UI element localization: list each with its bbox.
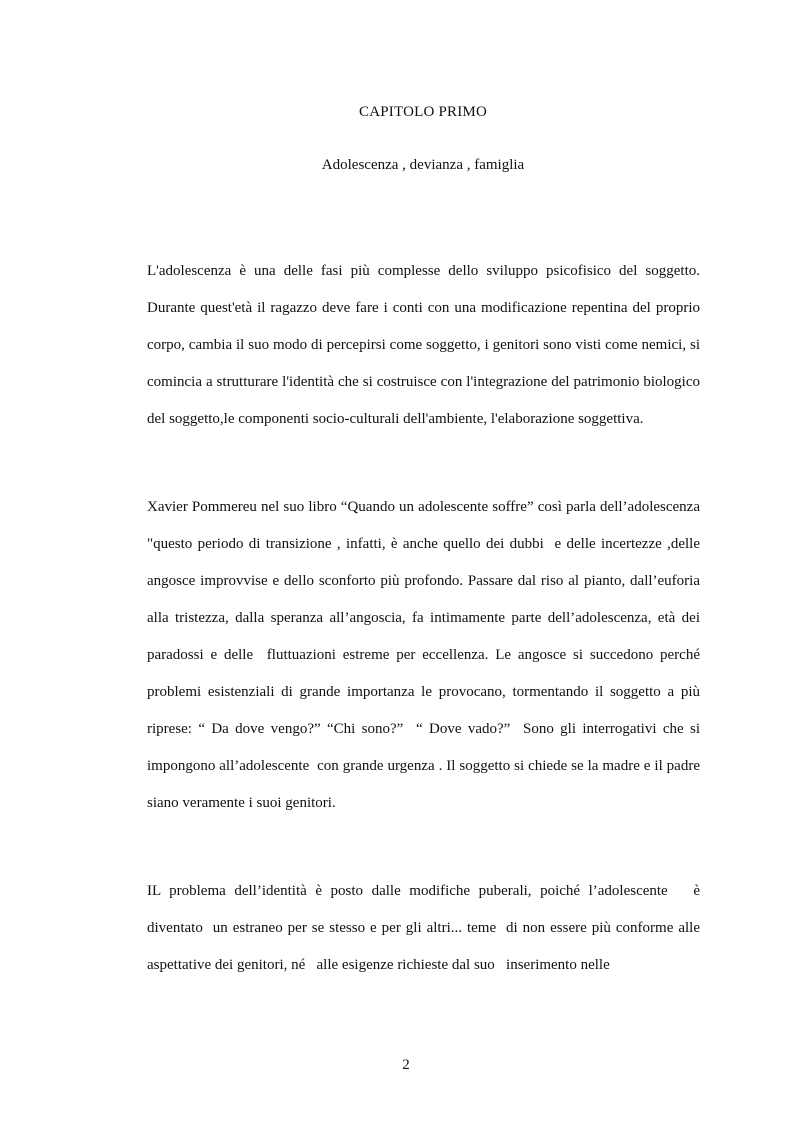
chapter-title: CAPITOLO PRIMO	[359, 104, 487, 120]
chapter-subtitle: Adolescenza , devianza , famiglia	[321, 157, 525, 173]
page-number: 2	[402, 1057, 410, 1073]
paragraph-identity-problem: IL problema dell’identità è posto dalle modifiche puberali, poiché l’adolescente è diventato un estraneo per se stesso e per gli altri... teme di non essere più conforme alle aspettative dei genitori, né alle esigenze richieste dal suo inserimento nelle	[147, 883, 704, 973]
paragraph-adolescence-intro: L'adolescenza è una delle fasi più complesse dello sviluppo psicofisico del soggetto. Durante quest'età il ragazzo deve fare i conti con una modificazione repentina del proprio corpo, cambia il suo modo di percepirsi come soggetto, i genitori sono visti come nemici, si comincia a strutturare l'identità che si costruisce con l'integrazione del patrimonio biologico del soggetto,le componenti socio-culturali dell'ambiente, l'elaborazione soggettiva.	[147, 263, 704, 427]
paragraph-pommereu-quote: Xavier Pommereu nel suo libro “Quando un adolescente soffre” così parla dell’adolescenza "questo periodo di transizione , infatti, è anche quello dei dubbi e delle incertezze ,delle angosce improvvise e dello sconforto più profondo. Passare dal riso al pianto, dall’euforia alla tristezza, dalla speranza all’angoscia, fa intimamente parte dell’adolescenza, età dei paradossi e delle fluttuazioni estreme per eccellenza. Le angosce si succedono perché problemi esistenziali di grande importanza le provocano, tormentando il soggetto a più riprese: “ Da dove vengo?” “Chi sono?” “ Dove vado?” Sono gli interrogativi che si impongono all’adolescente con grande urgenza . Il soggetto si chiede se la madre e il padre siano veramente i suoi genitori.	[147, 499, 708, 811]
